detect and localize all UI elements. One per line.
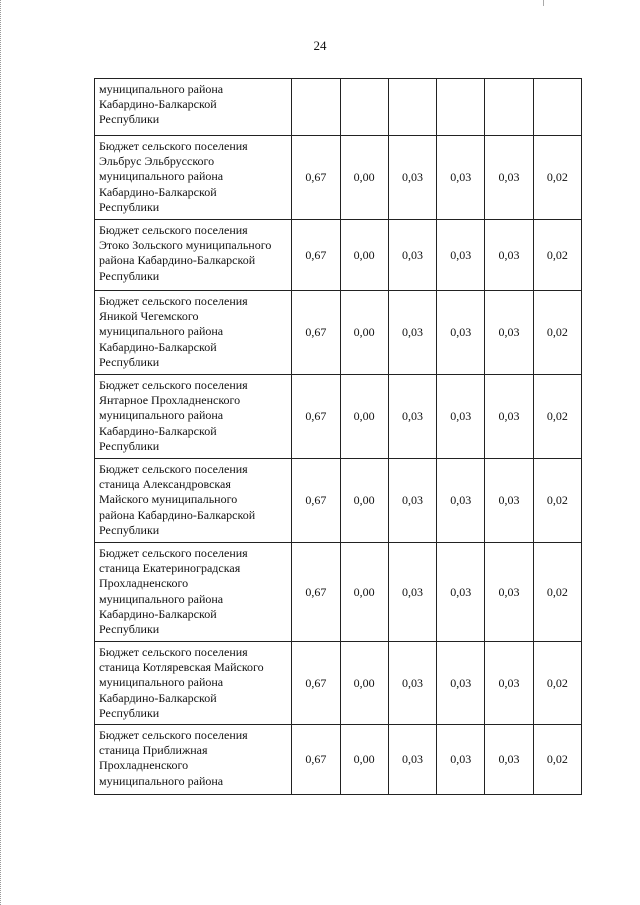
table-row: [95, 375, 582, 459]
budget-name-line: Бюджет сельского поселения: [99, 728, 248, 743]
value-cell: 0,00: [340, 220, 388, 291]
budget-name-line: Бюджет сельского поселения: [99, 139, 248, 153]
value-cell: 0,02: [533, 543, 581, 642]
budget-name-line: Республики: [99, 705, 160, 720]
budget-name-line: Бюджет сельского поселения: [99, 645, 248, 659]
value-cell: 0,03: [388, 291, 436, 375]
value-cell: 0,03: [388, 375, 436, 459]
value-cell: 0,03: [485, 642, 533, 725]
value-cell: 0,02: [533, 375, 581, 459]
value-cell: 0,03: [485, 543, 533, 642]
value-cell: 0,67: [292, 220, 340, 291]
budget-name-line: Бюджет сельского поселения: [99, 223, 248, 237]
value-cell: 0,67: [292, 291, 340, 375]
scan-edge-marks: [0, 0, 4, 905]
budget-name-line: Яникой Чегемского: [99, 309, 199, 324]
budget-name-cell: [95, 642, 292, 725]
budget-name-line: Бюджет сельского поселения: [99, 546, 248, 560]
value-cell: 0,03: [485, 725, 533, 795]
budget-name-line: муниципального района: [99, 675, 224, 690]
value-cell: 0,00: [340, 375, 388, 459]
value-cell: [437, 79, 485, 136]
budget-name-line: муниципального района: [99, 773, 224, 788]
value-cell: 0,03: [437, 725, 485, 795]
value-cell: 0,03: [485, 375, 533, 459]
budget-name-cell: [95, 543, 292, 642]
table-row: [95, 220, 582, 291]
budget-name-line: станица Приближная: [99, 743, 208, 758]
value-cell: 0,02: [533, 642, 581, 725]
table-row: [95, 543, 582, 642]
value-cell: 0,03: [388, 642, 436, 725]
value-cell: [485, 79, 533, 136]
budget-name-line: Бюджет сельского поселения: [99, 294, 248, 308]
budget-name-line: муниципального района: [99, 324, 224, 339]
budget-name-line: района Кабардино-Балкарской: [99, 507, 256, 522]
budget-name-line: Кабардино-Балкарской: [99, 606, 217, 621]
value-cell: 0,03: [388, 220, 436, 291]
budget-name-line: станица Котляревская Майского: [99, 660, 264, 675]
budget-name-cell: [95, 725, 292, 795]
budget-name-line: муниципального района: [99, 408, 224, 423]
budget-name-line: Прохладненского: [99, 576, 189, 591]
value-cell: 0,03: [437, 543, 485, 642]
budget-name-cell: [95, 220, 292, 291]
budget-name-line: Прохладненского: [99, 758, 189, 773]
page-number: 24: [313, 38, 327, 53]
budget-name-line: станица Екатериноградская: [99, 561, 241, 576]
budget-name-line: станица Александровская: [99, 477, 231, 492]
value-cell: 0,03: [485, 459, 533, 543]
value-cell: 0,00: [340, 136, 388, 220]
value-cell: 0,03: [388, 543, 436, 642]
value-cell: 0,00: [340, 459, 388, 543]
value-cell: 0,03: [437, 220, 485, 291]
value-cell: 0,67: [292, 642, 340, 725]
budget-name-line: Бюджет сельского поселения: [99, 378, 248, 392]
value-cell: 0,03: [437, 459, 485, 543]
value-cell: [533, 79, 581, 136]
budget-name-line: Кабардино-Балкарской: [99, 184, 217, 199]
value-cell: [340, 79, 388, 136]
table-row: [95, 459, 582, 543]
budget-name-line: Республики: [99, 112, 160, 127]
value-cell: 0,03: [437, 136, 485, 220]
value-cell: 0,00: [340, 725, 388, 795]
budget-name-line: Республики: [99, 622, 160, 637]
value-cell: 0,02: [533, 220, 581, 291]
value-cell: 0,03: [437, 291, 485, 375]
value-cell: 0,67: [292, 136, 340, 220]
budget-name-line: Кабардино-Балкарской: [99, 339, 217, 354]
budget-name-line: Республики: [99, 199, 160, 214]
budget-name-line: Республики: [99, 438, 160, 453]
budget-name-cell: [95, 291, 292, 375]
value-cell: 0,67: [292, 459, 340, 543]
value-cell: 0,00: [340, 543, 388, 642]
budget-name-cell: [95, 79, 292, 136]
value-cell: 0,02: [533, 291, 581, 375]
budget-name-cell: [95, 375, 292, 459]
table-row: [95, 642, 582, 725]
value-cell: [388, 79, 436, 136]
budget-name-line: муниципального района: [99, 82, 224, 96]
budget-name-line: Республики: [99, 354, 160, 369]
value-cell: 0,03: [437, 375, 485, 459]
value-cell: 0,67: [292, 375, 340, 459]
value-cell: 0,03: [485, 291, 533, 375]
value-cell: 0,02: [533, 725, 581, 795]
value-cell: 0,02: [533, 459, 581, 543]
budget-name-line: Бюджет сельского поселения: [99, 462, 248, 476]
budget-name-line: муниципального района: [99, 591, 224, 606]
value-cell: 0,00: [340, 291, 388, 375]
table-row: [95, 291, 582, 375]
budget-name-line: Майского муниципального: [99, 492, 238, 507]
budget-name-line: Кабардино-Балкарской: [99, 423, 217, 438]
scan-corner-mark: [543, 0, 544, 6]
value-cell: 0,03: [437, 642, 485, 725]
budget-name-cell: [95, 136, 292, 220]
table-body: [95, 79, 582, 795]
budget-name-line: Янтарное Прохладненского: [99, 393, 241, 408]
budget-distribution-table: [94, 78, 582, 795]
value-cell: [292, 79, 340, 136]
budget-name-line: Кабардино-Балкарской: [99, 690, 217, 705]
budget-name-line: Этоко Зольского муниципального: [99, 238, 272, 253]
budget-name-line: Кабардино-Балкарской: [99, 97, 217, 112]
budget-name-line: района Кабардино-Балкарской: [99, 253, 256, 268]
value-cell: 0,03: [485, 220, 533, 291]
budget-name-cell: [95, 459, 292, 543]
table-row: [95, 79, 582, 136]
value-cell: 0,03: [388, 725, 436, 795]
table-row: [95, 725, 582, 795]
value-cell: 0,00: [340, 642, 388, 725]
budget-name-line: муниципального района: [99, 169, 224, 184]
table-row: [95, 136, 582, 220]
value-cell: 0,03: [485, 136, 533, 220]
value-cell: 0,67: [292, 543, 340, 642]
value-cell: 0,02: [533, 136, 581, 220]
value-cell: 0,03: [388, 459, 436, 543]
budget-name-line: Республики: [99, 268, 160, 283]
value-cell: 0,67: [292, 725, 340, 795]
budget-name-line: Эльбрус Эльбрусского: [99, 154, 215, 169]
value-cell: 0,03: [388, 136, 436, 220]
budget-name-line: Республики: [99, 522, 160, 537]
